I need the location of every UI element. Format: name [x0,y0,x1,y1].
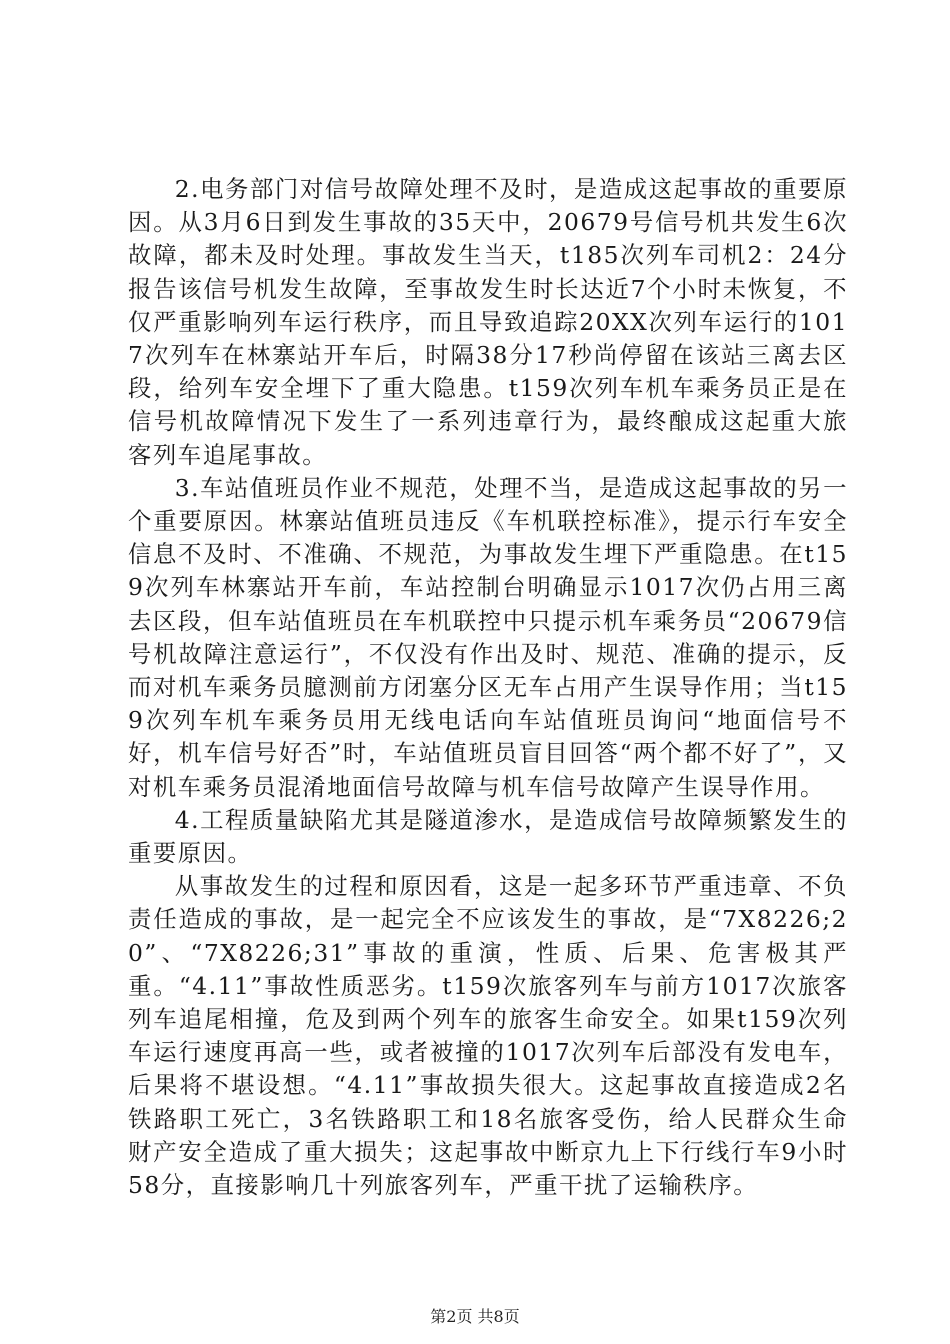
page-number-footer: 第2页 共8页 [430,1307,520,1326]
paragraph-3-station-duty: 3.车站值班员作业不规范，处理不当，是造成这起事故的另一个重要原因。林寨站值班员违反《车机联控标准》，提示行车安全信息不及时、不准确、不规范，为事故发生埋下严重隐患。在t159次列车林寨站开车前，车站控制台明确显示1017次仍占用三离去区段，但车站值班员在车机联控中只提示机车乘务员“20679信号机故障注意运行”，不仅没有作出及时、规范、准确的提示，反而对机车乘务员臆测前方闭塞分区无车占用产生误导作用；当t159次列车机车乘务员用无线电话向车站值班员询问“地面信号不好，机车信号好否”时，车站值班员盲目回答“两个都不好了”，又对机车乘务员混淆地面信号故障与机车信号故障产生误导作用。 [128,473,848,801]
paragraph-4-engineering-quality: 4.工程质量缺陷尤其是隧道渗水，是造成信号故障频繁发生的重要原因。 [128,805,848,868]
paragraph-summary: 从事故发生的过程和原因看，这是一起多环节严重违章、不负责任造成的事故，是一起完全不应该发生的事故，是“7X8226;20”、“7X8226;31”事故的重演，性质、后果、危害极其严重。“4.11”事故性质恶劣。t159次旅客列车与前方1017次旅客列车追尾相撞，危及到两个列车的旅客生命安全。如果t159次列车运行速度再高一些，或者被撞的1017次列车后部没有发电车，后果将不堪设想。“4.11”事故损失很大。这起事故直接造成2名铁路职工死亡，3名铁路职工和18名旅客受伤，给人民群众生命财产安全造成了重大损失；这起事故中断京九上下行线行车9小时58分，直接影响几十列旅客列车，严重干扰了运输秩序。 [128,872,848,1200]
paragraph-2-signal-fault: 2.电务部门对信号故障处理不及时，是造成这起事故的重要原因。从3月6日到发生事故的35天中，20679号信号机共发生6次故障，都未及时处理。事故发生当天，t185次列车司机2：24分报告该信号机发生故障，至事故发生时长达近7个小时未恢复，不仅严重影响列车运行秩序，而且导致追踪20XX次列车运行的1017次列车在林寨站开车后，时隔38分17秒尚停留在该站三离去区段，给列车安全埋下了重大隐患。t159次列车机车乘务员正是在信号机故障情况下发生了一系列违章行为，最终酿成这起重大旅客列车追尾事故。 [128,175,848,469]
document-body [128,173,848,1202]
